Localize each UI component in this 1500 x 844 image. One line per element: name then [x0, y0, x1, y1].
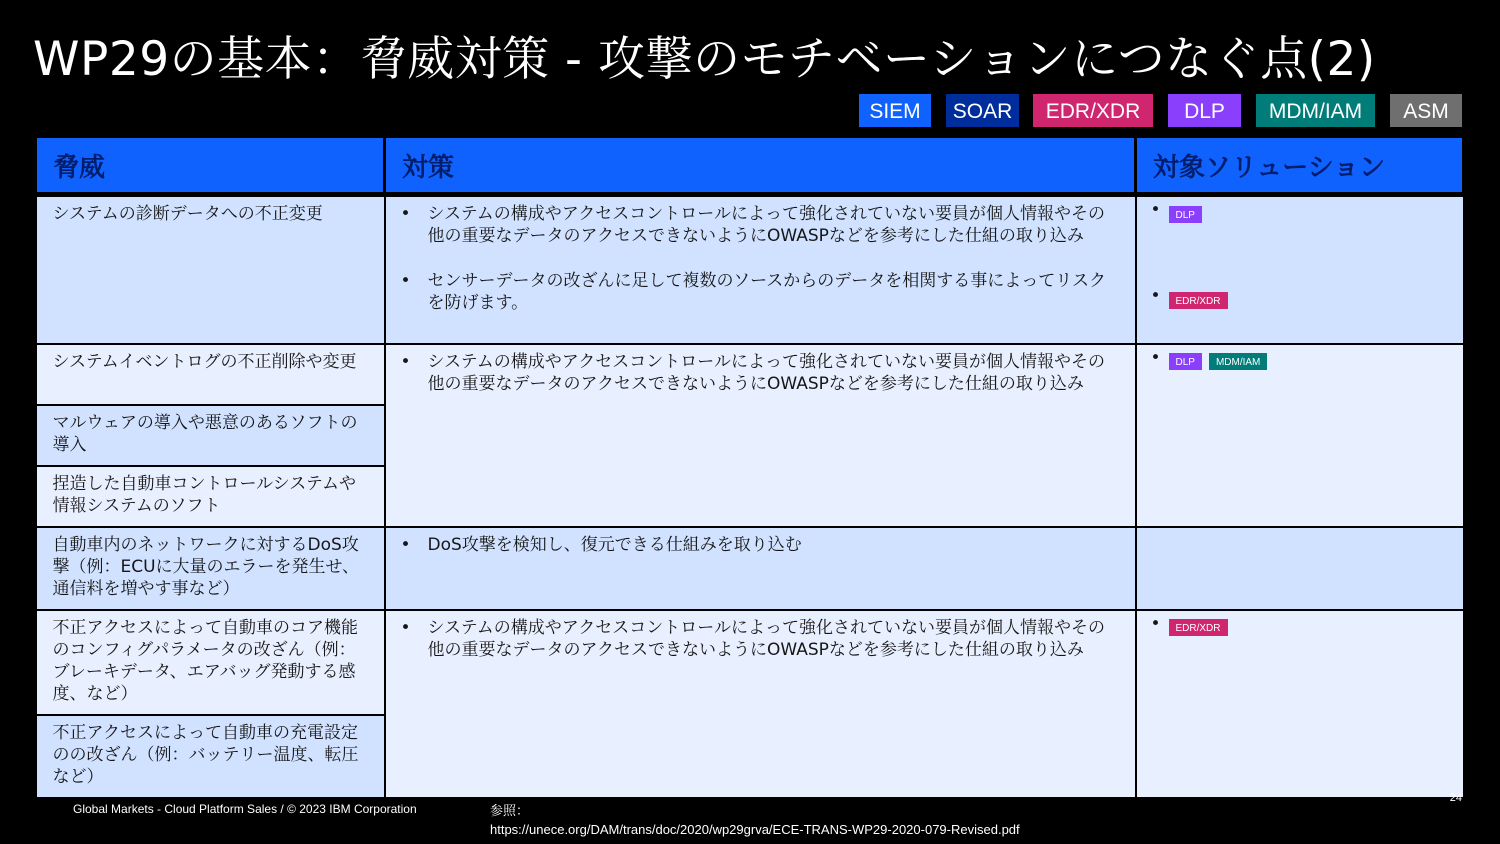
header-countermeasure: 対策	[385, 137, 1136, 195]
countermeasure-item: • センサーデータの改ざんに足して複数のソースからのデータを相関する事によってリスクを防げます。	[398, 270, 1115, 314]
table-row	[36, 610, 1464, 715]
countermeasure-cell	[385, 527, 1136, 610]
countermeasure-item: • システムの構成やアクセスコントロールによって強化されていない要員が個人情報やその他の重要なデータのアクセスできないようにOWASPなどを参考にした仕組の取り込み	[398, 617, 1115, 661]
legend-siem: SIEM	[859, 94, 931, 127]
tag-dlp: DLP	[1169, 206, 1202, 223]
header-target-solution: 対象ソリューション	[1136, 137, 1464, 195]
countermeasure-item: • DoS攻撃を検知し、復元できる仕組みを取り込む	[398, 534, 1115, 556]
legend-soar: SOAR	[946, 94, 1019, 127]
threat-cell: 不正アクセスによって自動車のコア機能のコンフィグパラメータの改ざん（例：ブレーキデータ、エアバッグ発動する感度、など）	[36, 610, 385, 715]
threat-cell: 不正アクセスによって自動車の充電設定のの改ざん（例：バッテリー温度、転圧など）	[36, 715, 385, 798]
threat-cell: システムイベントログの不正削除や変更	[36, 344, 385, 405]
solution-item	[1151, 203, 1451, 225]
solution-cell	[1136, 610, 1464, 798]
tag-mdm-iam: MDM/IAM	[1209, 353, 1267, 370]
table-row	[36, 195, 1464, 344]
countermeasure-cell	[385, 344, 1136, 527]
tag-dlp: DLP	[1169, 353, 1202, 370]
header-threat: 脅威	[36, 137, 385, 195]
legend-dlp: DLP	[1168, 94, 1241, 127]
threat-countermeasure-table	[34, 135, 1465, 799]
legend-mdm-iam: MDM/IAM	[1256, 94, 1375, 127]
countermeasure-cell	[385, 610, 1136, 798]
threat-cell: 自動車内のネットワークに対するDoS攻撃（例：ECUに大量のエラーを発生せ、通信料を増やす事など）	[36, 527, 385, 610]
table-row	[36, 527, 1464, 610]
solution-cell	[1136, 527, 1464, 610]
slide-title: WP29の基本：脅威対策 - 攻撃のモチベーションにつなぐ点(2)	[33, 32, 1376, 87]
reference-label: 参照：	[490, 803, 530, 818]
tag-edr-xdr: EDR/XDR	[1169, 292, 1228, 309]
page-number: 24	[1449, 792, 1462, 804]
table-header-row	[36, 137, 1464, 195]
solution-item	[1151, 289, 1451, 311]
legend-edr-xdr: EDR/XDR	[1033, 94, 1153, 127]
countermeasure-cell	[385, 195, 1136, 344]
tag-edr-xdr: EDR/XDR	[1169, 619, 1228, 636]
threat-cell: システムの診断データへの不正変更	[36, 195, 385, 344]
threat-cell: 捏造した自動車コントロールシステムや情報システムのソフト	[36, 466, 385, 527]
reference	[490, 801, 1020, 839]
copyright-footer: Global Markets - Cloud Platform Sales / © 2023 IBM Corporation	[73, 802, 417, 816]
solution-cell	[1136, 344, 1464, 527]
countermeasure-item: • システムの構成やアクセスコントロールによって強化されていない要員が個人情報やその他の重要なデータのアクセスできないようにOWASPなどを参考にした仕組の取り込み	[398, 203, 1115, 247]
table-row	[36, 344, 1464, 405]
reference-url[interactable]: https://unece.org/DAM/trans/doc/2020/wp29grva/ECE-TRANS-WP29-2020-079-Revised.pdf	[490, 822, 1020, 837]
threat-cell: マルウェアの導入や悪意のあるソフトの導入	[36, 405, 385, 466]
countermeasure-item: • システムの構成やアクセスコントロールによって強化されていない要員が個人情報やその他の重要なデータのアクセスできないようにOWASPなどを参考にした仕組の取り込み	[398, 351, 1115, 395]
solution-cell	[1136, 195, 1464, 344]
legend-asm: ASM	[1390, 94, 1462, 127]
solution-item	[1151, 351, 1451, 373]
solution-item	[1151, 617, 1451, 639]
